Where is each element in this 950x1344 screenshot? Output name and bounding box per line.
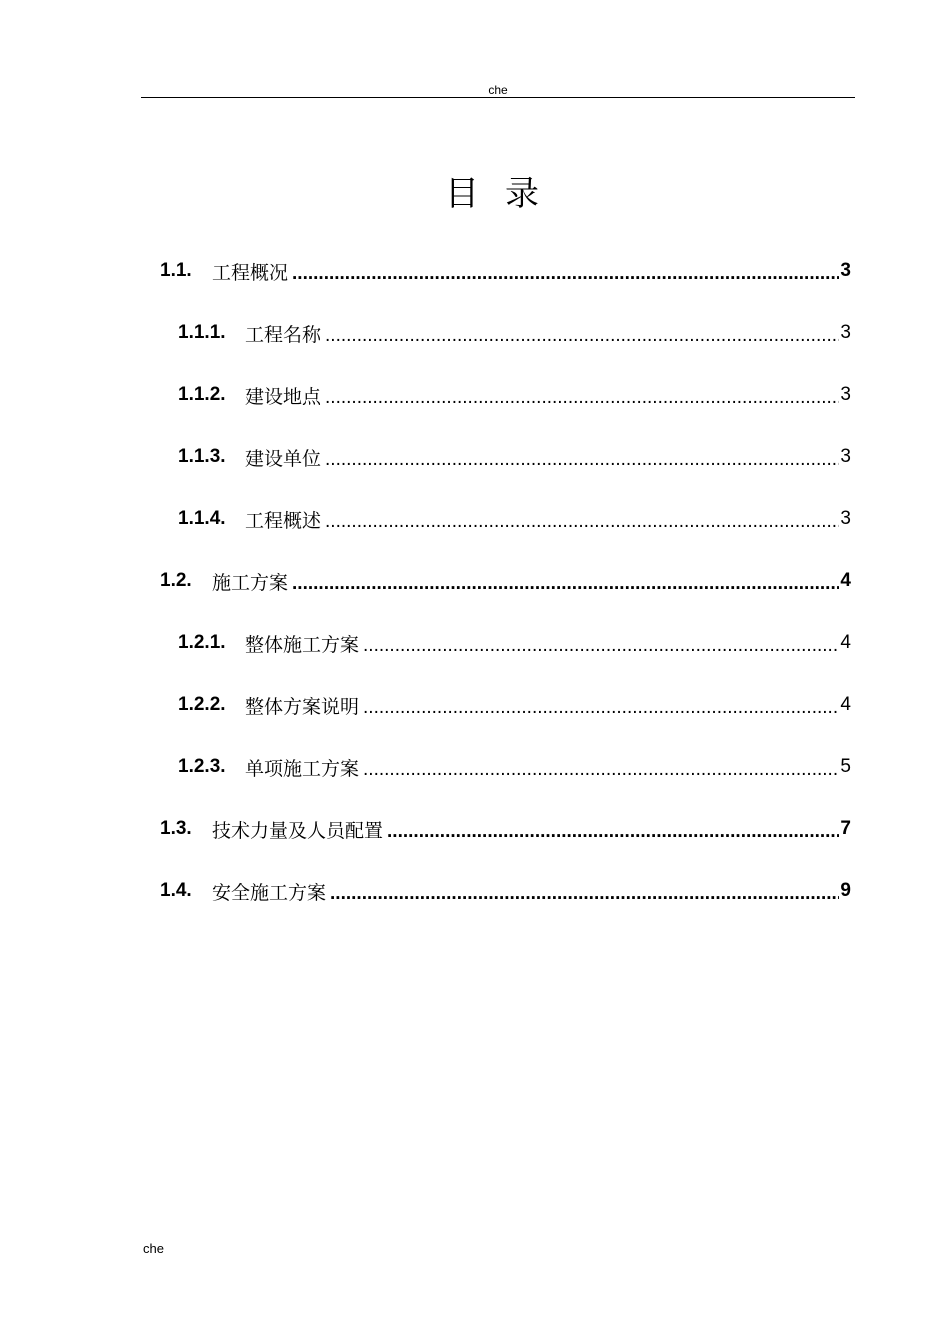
toc-entry[interactable] (160, 860, 851, 922)
toc-dot-leader (325, 388, 839, 407)
toc-entry-label: 建设单位 (245, 447, 322, 470)
toc-dot-leader (387, 822, 839, 841)
toc-entry-number: 1.1.1. (178, 322, 226, 343)
toc-entry[interactable] (160, 674, 851, 736)
toc-entry-page: 9 (840, 880, 851, 901)
toc-entry-number: 1.1.2. (178, 384, 226, 405)
toc-entry-page: 4 (840, 570, 851, 591)
toc-entry-page: 3 (840, 322, 851, 343)
toc-dot-leader (330, 884, 839, 903)
toc-entry-number: 1.2.3. (178, 756, 226, 777)
toc-entry-label: 安全施工方案 (212, 881, 327, 904)
toc-entry[interactable] (160, 736, 851, 798)
toc-entry-label: 施工方案 (212, 571, 289, 594)
toc-entry-number: 1.4. (160, 880, 192, 901)
header-rule (141, 97, 855, 98)
toc-entry-number: 1.2.2. (178, 694, 226, 715)
toc-entry-label: 整体施工方案 (245, 633, 360, 656)
toc-entry-number: 1.2.1. (178, 632, 226, 653)
toc-entry-number: 1.2. (160, 570, 192, 591)
toc-entry-page: 3 (840, 508, 851, 529)
toc-entry-label: 整体方案说明 (245, 695, 360, 718)
toc-entry-label: 工程概况 (212, 261, 289, 284)
toc-entry-page: 3 (840, 446, 851, 467)
toc-entry-number: 1.1. (160, 260, 192, 281)
toc-entry-page: 7 (840, 818, 851, 839)
toc-dot-leader (325, 326, 839, 345)
toc-dot-leader (363, 636, 839, 655)
page-footer: che (143, 1241, 164, 1256)
toc-dot-leader (292, 264, 839, 283)
toc-entry[interactable] (160, 426, 851, 488)
toc-dot-leader (292, 574, 839, 593)
toc-entry-label: 工程概述 (245, 509, 322, 532)
toc-entry[interactable] (160, 550, 851, 612)
toc-entry-number: 1.1.4. (178, 508, 226, 529)
toc-entry-page: 4 (840, 632, 851, 653)
toc-entry-label: 工程名称 (245, 323, 322, 346)
page-header: che (488, 83, 508, 97)
toc-entry-page: 5 (840, 756, 851, 777)
toc-entry-page: 4 (840, 694, 851, 715)
toc-entry[interactable] (160, 302, 851, 364)
toc-entry[interactable] (160, 240, 851, 302)
table-of-contents (160, 240, 851, 922)
toc-entry[interactable] (160, 798, 851, 860)
toc-entry-label: 建设地点 (245, 385, 322, 408)
toc-dot-leader (325, 450, 839, 469)
toc-entry[interactable] (160, 488, 851, 550)
toc-dot-leader (363, 698, 839, 717)
toc-entry-page: 3 (840, 384, 851, 405)
toc-entry-number: 1.3. (160, 818, 192, 839)
toc-entry-label: 单项施工方案 (245, 757, 360, 780)
toc-title: 目录 (445, 174, 565, 214)
toc-entry[interactable] (160, 612, 851, 674)
toc-entry-page: 3 (840, 260, 851, 281)
toc-entry[interactable] (160, 364, 851, 426)
toc-dot-leader (325, 512, 839, 531)
toc-entry-label: 技术力量及人员配置 (212, 819, 384, 842)
toc-dot-leader (363, 760, 839, 779)
toc-entry-number: 1.1.3. (178, 446, 226, 467)
